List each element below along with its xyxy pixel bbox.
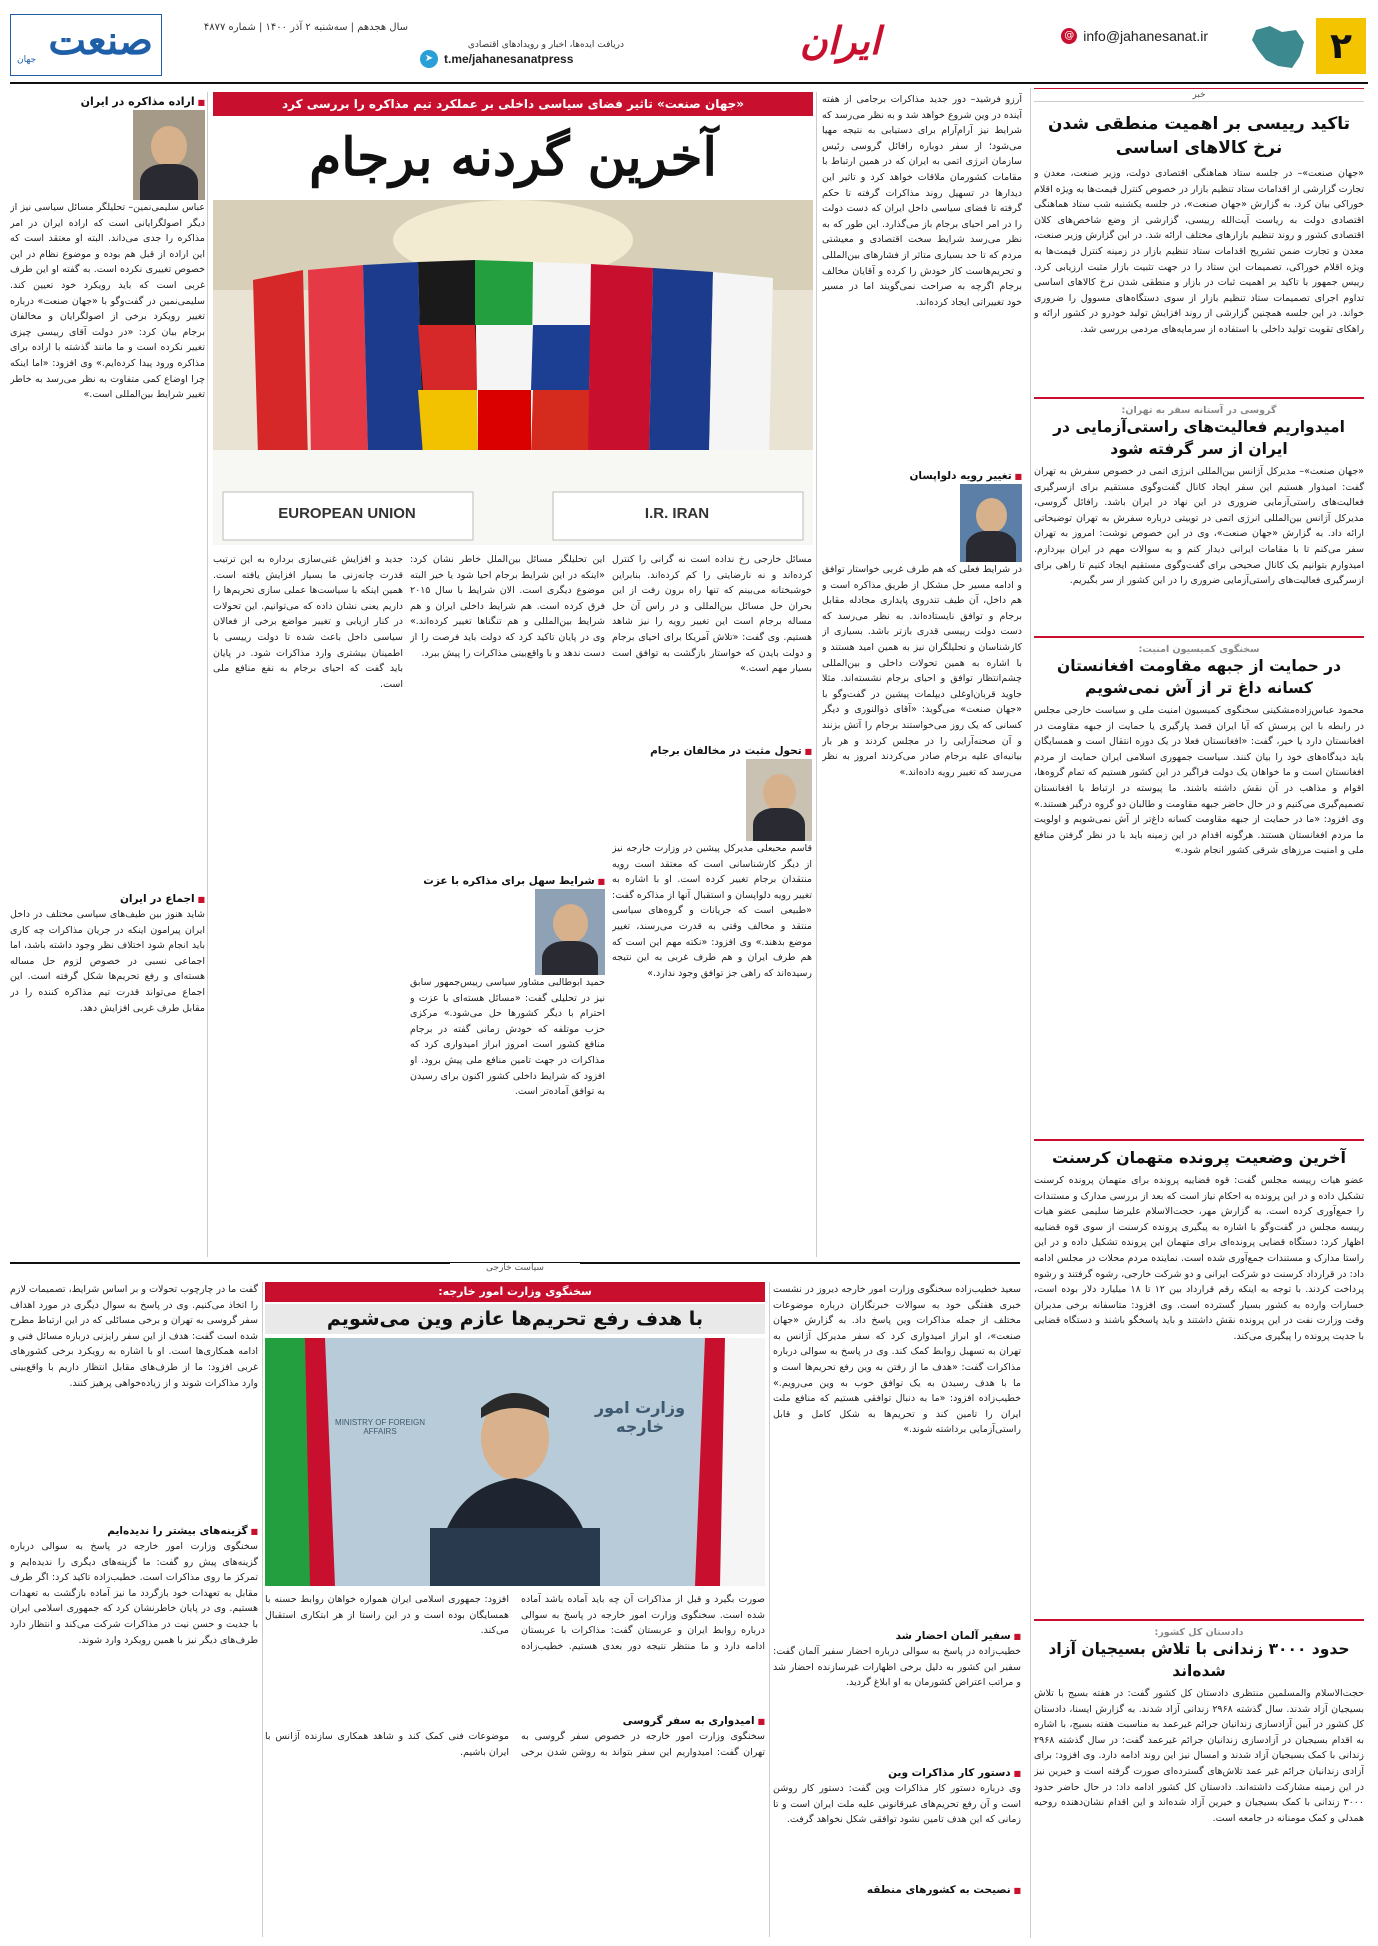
nameplate-eu: EUROPEAN UNION bbox=[278, 505, 416, 522]
main-col2 bbox=[612, 552, 812, 1257]
logo-small-text: جهان bbox=[17, 55, 37, 65]
main-col3-sub1: ■ شرایط سهل برای مذاکره با عزت bbox=[410, 875, 605, 887]
header-rule bbox=[10, 82, 1368, 84]
bottom-right-body2: خطیب‌زاده در پاسخ به سوالی درباره احضار سفیر آلمان گفت: سفیر این کشور به دلیل برخی اظهارات غیرسازنده احضار شد و مراتب اعتراض کشورمان به او ابلاغ گردید. bbox=[773, 1646, 1021, 1689]
flags-photo bbox=[213, 200, 813, 545]
telegram-url: t.me/jahanesanatpress bbox=[444, 52, 574, 66]
main-col5-body2: شاید هنوز بین طیف‌های سیاسی مختلف در داخل ایران پیرامون اینکه در جریان مذاکرات چه کاری باید انجام شود اختلاف نظر وجود داشته باشد، اما اجماعی نسبی در خصوص لزوم حل مساله هسته‌ای و رفع تحریم‌ها شکل گرفته است. این اجماع می‌تواند قدرت تیم مذاکره کننده را در مقابل طرف غربی افزایش دهد. bbox=[10, 909, 205, 1014]
main-col5 bbox=[10, 92, 205, 1257]
bottom-title: با هدف رفع تحریم‌ها عازم وین می‌شویم bbox=[265, 1304, 765, 1334]
email-line bbox=[1061, 28, 1208, 44]
portrait-photo bbox=[535, 889, 605, 975]
email-text[interactable]: info@jahanesanat.ir bbox=[1083, 28, 1208, 44]
article2-body: «جهان صنعت»– مدیرکل آژانس بین‌المللی انرژی اتمی در خصوص سفرش به تهران گفت: امیدوار هستیم این سفر ایجاد کانال گفت‌وگوی مستقیم برای ازسرگیری فعالیت‌های راستی‌آزمایی ضروری در این نهاد در ایران باشد. رافائل گروسی، مدیرکل آژانس بین‌المللی انرژی اتمی در توییتی درباره سفرش به تهران توضیحاتی ارائه داد. به گزارش «جهان صنعت»، وی در این خصوص نوشت: امروز به تهران سفر می‌کنم تا با مقامات ایرانی دیدار کنم و به سوالات مهم در ایران بپردازم. امیدوارم بتوانیم یک کانال صحیحی برای گفت‌وگوی مستقیم ایجاد کنیم تا راهی برای ازسرگیری فعالیت‌های راستی‌آزمایی ضروری را در این کشور از سر بگیریم. bbox=[1034, 466, 1364, 587]
spokesman-photo bbox=[265, 1338, 765, 1586]
main-col2-body2: قاسم محبعلی مدیرکل پیشین در وزارت خارجه نیز از دیگر کارشناسانی است که معتقد است رویه منتقدان برجام تغییر کرده است. او با اشاره به تغییر رویه دلواپسان و استقبال آنها از مذاکره گفت: «طبیعی است که جریانات و گروه‌های سیاسی منتقد و مخالف وقتی به قدرت می‌رسند، تغییر موضع بدهند.» وی افزود: «نکته مهم این است که هم طرف ایران و هم طرف غربی به این نتیجه رسیده‌اند که راهی جز توافق وجود ندارد.» bbox=[612, 843, 812, 979]
telegram-block[interactable] bbox=[420, 40, 650, 68]
article2-kicker: گروسی در آستانه سفر به تهران: bbox=[1121, 405, 1277, 416]
page-number-box bbox=[1316, 18, 1366, 74]
logo-text: صنعت bbox=[48, 17, 153, 64]
section-title: ایران bbox=[799, 18, 881, 63]
bottom-mid-body1: صورت بگیرد و قبل از مذاکرات آن چه باید آماده باشد آماده شده است. سخنگوی وزارت امور خارجه در پاسخ به سوالی درباره روابط ایران و عربستان گفت: مذاکرات با عربستان ادامه دارد و ما منتظر نتیجه دور بعدی هستیم. خطیب‌زاده افزود: جمهوری اسلامی ایران همواره خواهان روابط حسنه با همسایگان بوده است و در این راستا از هر ابتکاری استقبال می‌کند. bbox=[265, 1594, 765, 1652]
article3-title: در حمایت از جبهه مقاومت افغانستان کسانه داغ تر از آش نمی‌شویم bbox=[1056, 657, 1342, 697]
main-col1-lead: آرزو فرشید– دور جدید مذاکرات برجامی از هفته آینده در وین شروع خواهد شد و به نظر می‌رسد که شرایط نیز آرام‌آرام برای دستیابی به نتیجه مهیا می‌شود؛ از سفر دوباره رافائل گروسی رئیس سازمان انرژی اتمی به ایران که در همین ارتباط با مقامات کشورمان ملاقات خواهد کرد و تاثیر این دیدارها در تسهیل روند مذاکرات گرفته تا حکم گرفته تا فضای سیاسی داخل ایران که دست دولت را در امر احیای برجام باز می‌گذارد. این طور که به نظر می‌رسد شرایط سخت اقتصادی و معیشتی مردم که تا حد بسیاری متاثر از فشارهای بین‌المللی و تحریم‌هاست کار خودش را کرده و آقایان مخالف برجام اگرچه به صراحت نمی‌گویند اما در مسیر خود تغییراتی ایجاد کرده‌اند. bbox=[822, 94, 1022, 308]
main-col5-head: ■ اراده مذاکره در ایران bbox=[10, 95, 205, 108]
bottom-left-body1: گفت ما در چارچوب تحولات و بر اساس شرایط، تصمیمات لازم را اتخاذ می‌کنیم. وی در پاسخ به سوال دیگری در مورد اهداف سفر گروسی به تهران و برخی مسائلی که در این ارتباط مطرح شده است گفت: هدف از این سفر رایزنی درباره مسائل فنی و ادامه همکاری‌ها است. او با اشاره به رویکرد برخی کشورهای غربی افزود: ما از طرف‌های مقابل انتظار داریم با واقع‌بینی وارد مذاکرات شوند و از زیاده‌خواهی پرهیز کنند. bbox=[10, 1284, 258, 1389]
bottom-right-sub1: ■ سفیر آلمان احضار شد bbox=[773, 1630, 1021, 1642]
portrait-photo bbox=[746, 759, 812, 841]
bottom-section-label: سیاست خارجی bbox=[450, 1263, 580, 1273]
article5-kicker: دادستان کل کشور: bbox=[1154, 1627, 1244, 1638]
portrait-photo bbox=[960, 484, 1022, 562]
main-col5-body1: عباس سلیمی‌نمین– تحلیلگر مسائل سیاسی نیز از دیگر اصولگرایانی است که اراده ایران در امر مذاکره را جدی می‌داند. البته او معتقد است که این اراده از قبل هم بوده و موضوع نظام در این خصوص تغییری نکرده است. به گفته او این طرف غربی است که باید رویکرد خود تعیین کند. سلیمی‌نمین در گفت‌وگو با «جهان صنعت» درباره تغییر رویکرد برخی از اصولگرایان و مخالفان برجام بیان کرد: «در دولت آقای رییسی چیزی تغییر نکرده است و ما مانند گذشته با اراده برای مذاکره ورود پیدا کرده‌ایم.» وی افزود: «اما اینکه چرا اوضاع کمی متفاوت به نظر می‌رسد به خاطر تغییر شرایط بین‌المللی است.» bbox=[10, 202, 205, 401]
main-col4-body1: جدید و افزایش غنی‌سازی برداره به این ترتیب قدرت چانه‌زنی ما بسیار افزایش یافته است. همین اینکه با سیاست‌ها عملی سازی تحریم‌ها را داریم یعنی نشان داده که می‌توانیم. این تحولات در کنار ازیابی و تغییر مواضع برخی از فعالان سیاسی داخل باعث شده تا دولت رییسی با اطمینان بیشتری وارد مذاکرات شود. در پایان باید گفت که احیای برجام به نفع منافع ملی است. bbox=[213, 554, 403, 690]
main-col4 bbox=[213, 552, 403, 1257]
main-col3-body1: این تحلیلگر مسائل بین‌الملل خاطر نشان کرد: «اینکه در این شرایط برجام احیا شود یا خیر البته موضوع دیگری است. الان شرایط با سال ۲۰۱۵ فرق کرده است. هم شرایط داخلی ایران و هم شرایط بین‌المللی و هم‌ تنگناها‌ تغییر کرده‌اند.» وی در پایان تاکید کرد که دولت باید فرصت را از دست ندهد و با واقع‌بینی مذاکرات را پیش ببرد. bbox=[410, 554, 605, 659]
podium-text: وزارت امور خارجه bbox=[594, 1398, 686, 1436]
column-divider bbox=[769, 1282, 770, 1937]
telegram-icon: ➤ bbox=[420, 50, 438, 68]
bottom-right-body1: سعید خطیب‌زاده سخنگوی وزارت امور خارجه دیروز در نشست خبری هفتگی خود به سوالات خبرنگاران درباره موضوعات مختلف از جمله مذاکرات وین پاسخ داد. به گزارش «جهان صنعت»، او ابراز امیدواری کرد که سفر مدیرکل آژانس به تهران به تسهیل روابط کمک کند. وی در پاسخ به سوالی درباره مذاکرات گفت: «هدف ما از رفتن به وین رفع تحریم‌ها است و ما با هدف رسیدن به یک توافق خوب به وین می‌رویم.» خطیب‌زاده افزود: «ما به دنبال توافقی هستیم که منافع ملت ایران را تامین کند و تحریم‌ها به شکل کامل و قابل راستی‌آزمایی برداشته شوند.» bbox=[773, 1284, 1021, 1436]
bottom-section-rule bbox=[10, 1262, 1020, 1278]
right-sidebar bbox=[1034, 88, 1364, 1938]
spokesman-illustration bbox=[265, 1338, 765, 1586]
email-icon: @ bbox=[1061, 28, 1077, 44]
bottom-col-right bbox=[773, 1282, 1021, 1937]
masthead-logo bbox=[10, 14, 162, 76]
main-col1 bbox=[822, 92, 1022, 1257]
article2-title: امیدواریم فعالیت‌های راستی‌آزمایی در ایران از سر گرفته شود bbox=[1053, 418, 1345, 458]
bottom-col-left bbox=[10, 1282, 258, 1937]
column-divider bbox=[1030, 88, 1031, 1938]
issue-line: سال هجدهم | سه‌شنبه ۲ آذر ۱۴۰۰ | شماره ۴۸۷۷ bbox=[203, 22, 408, 33]
bottom-right-body3: وی درباره دستور کار مذاکرات وین گفت: دستور کار روشن است و آن رفع تحریم‌های غیرقانونی علیه ملت ایران است و تا زمانی که این هدف تامین نشود توافقی شکل نخواهد گرفت. bbox=[773, 1783, 1021, 1826]
telegram-label: دریافت ایده‌ها، اخبار و رویدادهای اقتصادی bbox=[467, 40, 624, 50]
page-number: ۲ bbox=[1330, 25, 1352, 67]
main-supertitle: «جهان صنعت» تاثیر فضای سیاسی داخلی بر عملکرد تیم مذاکره را بررسی کرد bbox=[213, 92, 813, 116]
flags-illustration bbox=[213, 200, 813, 545]
article5-title: حدود ۳۰۰۰ زندانی با تلاش بسیجیان آزاد شده‌اند bbox=[1048, 1640, 1350, 1680]
article3-kicker: سخنگوی کمیسیون امنیت: bbox=[1138, 644, 1260, 655]
iran-map-icon bbox=[1248, 22, 1308, 72]
column-divider bbox=[816, 92, 817, 1257]
article1-body: «جهان صنعت»– در جلسه ستاد هماهنگی اقتصادی دولت، وزیر صنعت، معدن و تجارت گزارشی از اقدامات ستاد تنظیم بازار در خصوص کنترل قیمت‌ها به ویژه اقلام خوراکی بیان کرد. به گزارش «جهان صنعت»، در جلسه یکشنبه شب ستاد هماهنگی اقتصادی دولت به ریاست آیت‌الله رییسی، گزارشی از وضع شاخص‌های کلان اقتصادی کشور و روند تنظیم بازار‌های مختلف ارائه شد. در این گزارش وزیر صنعت، معدن و تجارت ضمن تشریح اقدامات ستاد تنظیم بازار در زمینه کنترل قیمت‌ها به ویژه اقلام خوراکی، تصمیمات این ستاد را در جهت تثبیت بازار مثبت ارزیابی کرد. رییس جمهور با تاکید بر اهمیت ثبات در بازار و منطقی شدن نرخ کالاهای اساسی تداوم اجرای تصمیمات ستاد تنظیم بازار از سوی دستگاه‌های مسوول را ضروری خواند. در این جلسه همچنین گزارشی از روند افزایش تولید خودرو در کشور ارائه و راهکای تقویت تولید داخلی با استفاده از سرمایه‌های مردمی بررسی شد. bbox=[1034, 168, 1364, 335]
article3-body: محمود عباس‌زاده‌مشکینی سخنگوی کمیسیون امنیت ملی و سیاست خارجی مجلس در رابطه با این پرسش که آیا ایران قصد پارگیری یا حمایت از جبهه مقاومت در افغانستان دارد یا خیر، گفت: «افغانستان فعلا در یک دوره انتقال است و همسایگان باید دیدگاه‌های خود را بیان کنند. سیاست جمهوری اسلامی ایران حمایت از مردم افغانستان است و ما خواهان یک دولت فراگیر در این کشور هستیم که تمام گروه‌ها، اقوام و مذاهب در آن نقش داشته باشند. ما پیوسته در ارتباط با افغانستان تصمیم‌گیری می‌کنیم و در حال حاضر جبهه مقاومت و طالبان دو گروه درگیر هستند.» وی افزود: «ما در حمایت از جبهه مقاومت کسانه داغ‌تر از آش نمی‌شویم و اولویت ما مردم افغانستان هستند. هرگونه اقدام در این زمینه باید با در نظر گرفتن منافع ملی و امنیت مرزهای شرقی کشور انجام شود.» bbox=[1034, 705, 1364, 857]
article5-body: حجت‌الاسلام والمسلمین منتظری دادستان کل کشور گفت: در هفته بسیج با تلاش بسیجیان آزاد شدند. سال گذشته ۲۹۶۸ زندانی آزاد شدند. به گزارش ایسنا، دادستان کل کشور در آیین آزادسازی زندانیان جرائم غیرعمد به مناسبت هفته بسیج، با اشاره به اقدام بسیجیان در آزادسازی زندانیان جرائم غیرعمد گفت: در سال گذشته ۲۹۶۸ زندانی با کمک بسیجیان آزاد شدند و امسال نیز این روند ادامه دارد. وی افزود: برای آزادی زندانیان جرائم غیر عمد تلاش‌های گسترده‌ای صورت گرفته است و خیرین نیز در این زمینه مشارکت داشته‌اند. دادستان کل کشور ادامه داد: در حال حاضر حدود ۳۰۰۰ زندانی با کمک بسیجیان و خیرین آزاد شده‌اند و این اقدام نشان‌دهنده روحیه همدلی و کمک مومنانه در جامعه است. bbox=[1034, 1688, 1364, 1824]
divider bbox=[1034, 1139, 1364, 1141]
podium-en: MINISTRY OF FOREIGN AFFAIRS bbox=[335, 1418, 425, 1436]
nameplate-iran: I.R. IRAN bbox=[644, 505, 710, 522]
main-col1-body1: در شرایط فعلی که هم طرف غربی خواستار توافق و ادامه مسیر حل مشکل از طریق مذاکره است و هم داخل، آن طیف تندروی پایداری مجادله مقابل برجام و توافق نایستاده‌اند. به نظر می‌رسد که دست دولت رییسی قدری بازتر باشد. بسیاری از کارشناسان و تحلیلگران نیز به همین امید هستند و با اشاره به همین تحولات داخلی و بین‌المللی چشم‌انتظار توافق و احیای برجام نشسته‌اند. مثلا جاوید قربان‌اوغلی دیپلمات پیشین در گفت‌وگو با «جهان صنعت» می‌گوید: «آقای ذوالنوری و دیگر کسانی که یک روز می‌خواستند برجام را آتش بزنند و آن صحنه‌آرایی را در مجلس کردند و هر بار بیانیه‌ای علیه برجام صادر می‌کردند امروز به نظر می‌رسد که تغییر رویه داده‌اند.» bbox=[822, 564, 1022, 778]
bottom-right-sub3: ■ نصیحت به کشورهای منطقه bbox=[773, 1884, 1021, 1896]
divider bbox=[1034, 397, 1364, 399]
divider bbox=[1034, 636, 1364, 638]
article4-title: آخرین وضعیت پرونده متهمان کرسنت bbox=[1051, 1148, 1346, 1167]
main-col3-body2: حمید ابوطالبی مشاور سیاسی رییس‌جمهور سابق نیز در تحلیلی گفت: «مسائل هسته‌ای با عزت و احترام با دیگر کشورها حل می‌شود.» مرکزی حزب موتلفه که خودش زمانی گفته در برجام منافع کشور است امروز ابراز امیدواری کرد که مذاکرات در جهت تامین منافع ملی پیش برود. او افزود که شرایط داخلی کشور اکنون برای رسیدن به توافق آماده‌تر است. bbox=[410, 977, 605, 1098]
bottom-col-mid bbox=[265, 1592, 765, 1937]
column-divider bbox=[262, 1282, 263, 1937]
bottom-left-body2: سخنگوی وزارت امور خارجه در پاسخ به سوالی درباره گزینه‌های پیش رو گفت: ما گزینه‌های دیگری را ندیده‌ایم و تمرکز ما روی مذاکرات است. خطیب‌زاده تاکید کرد: اگر طرف مقابل به تعهدات خود بازگردد ما نیز آماده بازگشت به تعهدات هستیم. وی در پایان خاطرنشان کرد که جمهوری اسلامی ایران با جدیت و حسن نیت در مذاکرات شرکت می‌کند و انتظار دارد طرف‌های دیگر نیز با همین رویکرد وارد شوند. bbox=[10, 1541, 258, 1646]
article1-title: تاکید رییسی بر اهمیت منطقی شدن نرخ کالاهای اساسی bbox=[1047, 114, 1351, 158]
page-header bbox=[0, 0, 1378, 82]
main-col5-sub1: ■ اجماع در ایران bbox=[10, 893, 205, 905]
main-title: آخرین گردنه برجام bbox=[309, 127, 717, 188]
main-col2-sub1: ■ تحول مثبت در مخالفان برجام bbox=[612, 745, 812, 757]
article4-body: عضو هیات رییسه مجلس گفت: قوه قضاییه پرونده برای متهمان پرونده کرسنت تشکیل داده و در این پرونده به احکام نیاز است که بعد از بررسی مدارک و مستندات را جمع‌آوری کرده است. به گزارش مهر، حجت‌الاسلام علیرضا سلیمی عضو هیات رییسه مجلس در گفت‌وگو با اشاره به پیگیری پرونده کرسنت از سوی قوه قضاییه اظهار کرد: دستگاه قضایی پرونده‌ای برای متهمان این پرونده تشکیل داده و در این راستا مدارک و مستندات جمع‌آوری شده است. نماینده مردم محلات در مجلس ادامه داد: در قرارداد کرسنت دو شرکت ایرانی و دو شرکت خارجی، رشوه گرفتند و رشوه پرداخت کردند. با توجه به اینکه رقم قرارداد بین ۱۲ تا ۱۸ میلیارد دلار بوده است، خسارات وارده به کشور بسیار گسترده است. وی افزود: متاسفانه برخی مدیران وقت وزارت نفت در این پرونده نقش داشتند و باید پاسخگو باشند و دستگاه قضایی با جدیت پرونده را پیگیری می‌کند. bbox=[1034, 1175, 1364, 1342]
divider bbox=[1034, 1619, 1364, 1621]
main-col3 bbox=[410, 552, 605, 1257]
main-col2-body1: مسائل خارجی رخ نداده است نه گرانی را کنترل کرده‌اند و نه نارضایتی را کم کرده‌اند. بنابراین خوشبختانه می‌بینم که تنها راه برون رفت از این بحران حل مسائل بین‌المللی و در راس آن حل مساله برجام است این تغییر رویه را نیز شاهد هستیم. وی گفت: «تلاش آمریکا برای احیای برجام و دولت بایدن که خواستار بازگشت به توافق است بسیار مهم است.» bbox=[612, 554, 812, 675]
main-col1-sub1: ■ تغییر رویه دلواپسان bbox=[822, 470, 1022, 482]
bottom-right-sub2: ■ دستور کار مذاکرات وین bbox=[773, 1767, 1021, 1779]
bottom-kicker: سخنگوی وزارت امور خارجه: bbox=[265, 1282, 765, 1302]
bottom-mid-body2: سخنگوی وزارت امور خارجه در خصوص سفر گروسی به تهران گفت: امیدواریم این سفر بتواند به روشن شدن برخی موضوعات فنی کمک کند و شاهد همکاری سازنده آژانس با ایران باشیم. bbox=[265, 1731, 765, 1758]
column-divider bbox=[207, 92, 208, 1257]
portrait-photo bbox=[133, 110, 205, 200]
bottom-mid-sub1: ■ امیدواری به سفر گروسی bbox=[265, 1715, 765, 1727]
news-tag: خبر bbox=[1034, 88, 1364, 102]
bottom-left-sub1: ■ گزینه‌های بیشتر را ندیده‌ایم bbox=[10, 1525, 258, 1537]
